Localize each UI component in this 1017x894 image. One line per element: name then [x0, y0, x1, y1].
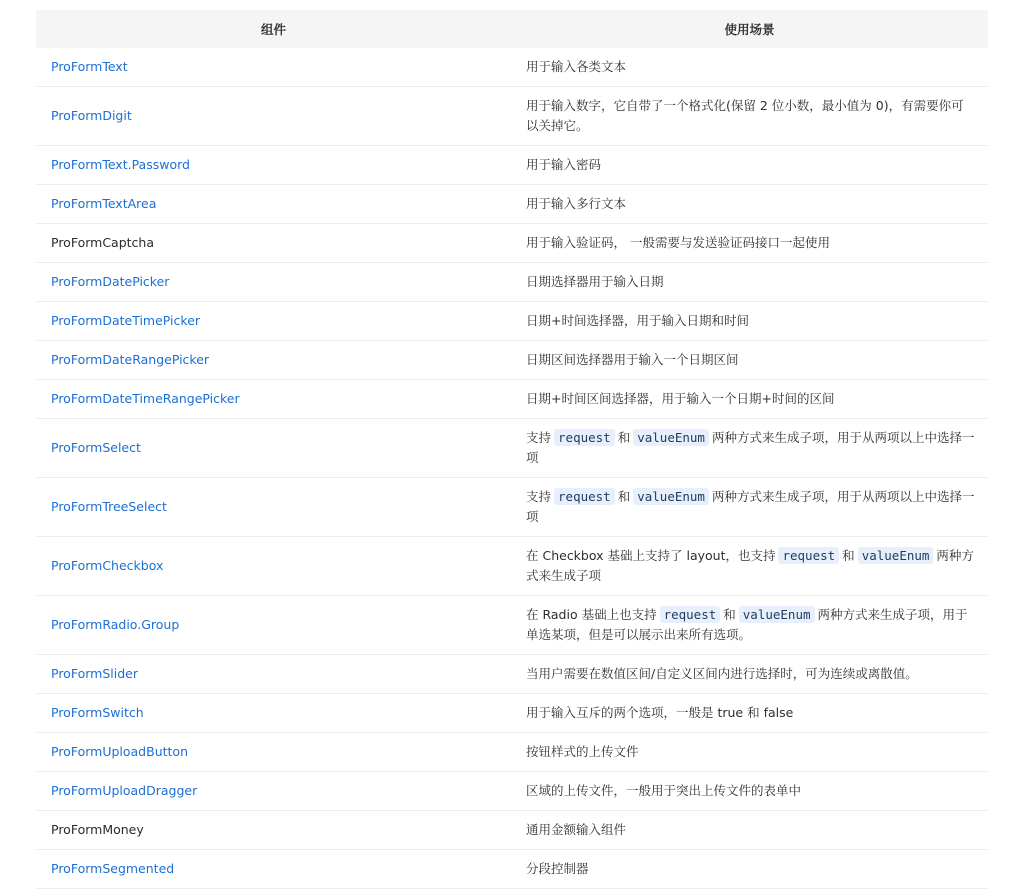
component-name-cell[interactable] — [36, 419, 511, 478]
usage-description-cell — [511, 185, 988, 224]
table-row — [36, 537, 988, 596]
description-text: 用于输入密码 — [526, 157, 602, 172]
component-name-cell[interactable] — [36, 185, 511, 224]
component-name-cell[interactable] — [36, 302, 511, 341]
table-row — [36, 48, 988, 87]
table-row — [36, 146, 988, 185]
inline-code: valueEnum — [633, 429, 709, 446]
component-name: ProFormCaptcha — [51, 235, 154, 250]
component-name-cell[interactable] — [36, 146, 511, 185]
component-link[interactable]: ProFormDigit — [51, 108, 132, 123]
component-name-cell[interactable] — [36, 537, 511, 596]
table-row — [36, 185, 988, 224]
description-text: 区域的上传文件，一般用于突出上传文件的表单中 — [526, 783, 802, 798]
table-body — [36, 48, 988, 889]
table-row — [36, 772, 988, 811]
component-link[interactable]: ProFormUploadButton — [51, 744, 188, 759]
description-text: 当用户需要在数值区间/自定义区间内进行选择时，可为连续或离散值。 — [526, 666, 918, 681]
header-usage: 使用场景 — [511, 10, 988, 48]
table-row — [36, 302, 988, 341]
table-row — [36, 380, 988, 419]
component-name-cell[interactable] — [36, 694, 511, 733]
component-link[interactable]: ProFormText.Password — [51, 157, 190, 172]
usage-description-cell — [511, 263, 988, 302]
description-text: 和 — [617, 430, 631, 445]
inline-code: request — [660, 606, 721, 623]
description-text: 分段控制器 — [526, 861, 589, 876]
description-text: 日期区间选择器用于输入一个日期区间 — [526, 352, 739, 367]
table-row — [36, 263, 988, 302]
usage-description-cell — [511, 224, 988, 263]
description-text: 两种方式来生成子项，用于单选某项，但是可以展示出来所有选项。 — [526, 607, 968, 642]
component-name-cell[interactable] — [36, 772, 511, 811]
components-table — [36, 10, 988, 889]
usage-description-cell — [511, 772, 988, 811]
component-name-cell — [36, 224, 511, 263]
description-text: 用于输入互斥的两个选项，一般是 true 和 false — [526, 705, 794, 720]
description-text: 和 — [723, 607, 736, 622]
description-text: 用于输入多行文本 — [526, 196, 627, 211]
component-name-cell — [36, 811, 511, 850]
table-row — [36, 850, 988, 889]
inline-code: request — [554, 429, 615, 446]
component-link[interactable]: ProFormCheckbox — [51, 558, 164, 573]
table-row — [36, 694, 988, 733]
component-link[interactable]: ProFormTreeSelect — [51, 499, 167, 514]
components-table-container — [36, 10, 988, 889]
component-name: ProFormMoney — [51, 822, 144, 837]
inline-code: valueEnum — [739, 606, 815, 623]
component-link[interactable]: ProFormTextArea — [51, 196, 157, 211]
description-text: 通用金额输入组件 — [526, 822, 627, 837]
table-row — [36, 341, 988, 380]
table-row — [36, 733, 988, 772]
header-component: 组件 — [36, 10, 511, 48]
usage-description-cell — [511, 733, 988, 772]
component-link[interactable]: ProFormUploadDragger — [51, 783, 198, 798]
component-link[interactable]: ProFormSlider — [51, 666, 138, 681]
table-row — [36, 478, 988, 537]
component-link[interactable]: ProFormRadio.Group — [51, 617, 180, 632]
description-text: 按钮样式的上传文件 — [526, 744, 639, 759]
table-row — [36, 811, 988, 850]
description-text: 和 — [842, 548, 855, 563]
component-name-cell[interactable] — [36, 596, 511, 655]
component-name-cell[interactable] — [36, 733, 511, 772]
inline-code: valueEnum — [858, 547, 934, 564]
description-text: 日期选择器用于输入日期 — [526, 274, 664, 289]
component-link[interactable]: ProFormSwitch — [51, 705, 144, 720]
table-row — [36, 419, 988, 478]
component-name-cell[interactable] — [36, 850, 511, 889]
description-text: 日期+时间区间选择器，用于输入一个日期+时间的区间 — [526, 391, 835, 406]
component-link[interactable]: ProFormDateTimeRangePicker — [51, 391, 240, 406]
table-row — [36, 596, 988, 655]
table-row — [36, 224, 988, 263]
usage-description-cell — [511, 655, 988, 694]
description-text: 两种方式来生成子项 — [526, 548, 974, 583]
description-text: 用于输入各类文本 — [526, 59, 627, 74]
description-text: 和 — [617, 489, 631, 504]
description-text: 日期+时间选择器，用于输入日期和时间 — [526, 313, 749, 328]
description-text: 两种方式来生成子项，用于从两项以上中选择一项 — [526, 430, 975, 465]
inline-code: request — [778, 547, 839, 564]
usage-description-cell — [511, 596, 988, 655]
component-name-cell[interactable] — [36, 48, 511, 87]
component-name-cell[interactable] — [36, 263, 511, 302]
description-text: 在 Checkbox 基础上支持了 layout，也支持 — [526, 548, 776, 563]
usage-description-cell — [511, 87, 988, 146]
inline-code: request — [554, 488, 615, 505]
description-text: 用于输入验证码， 一般需要与发送验证码接口一起使用 — [526, 235, 830, 250]
usage-description-cell — [511, 850, 988, 889]
description-text: 支持 — [526, 489, 552, 504]
description-text: 用于输入数字，它自带了一个格式化(保留 2 位小数，最小值为 0)，有需要你可以关掉它。 — [526, 98, 964, 133]
component-link[interactable]: ProFormSelect — [51, 440, 141, 455]
component-link[interactable]: ProFormText — [51, 59, 128, 74]
usage-description-cell — [511, 146, 988, 185]
inline-code: valueEnum — [633, 488, 709, 505]
component-name-cell[interactable] — [36, 380, 511, 419]
description-text: 支持 — [526, 430, 552, 445]
component-link[interactable]: ProFormDateTimePicker — [51, 313, 201, 328]
component-name-cell[interactable] — [36, 87, 511, 146]
component-name-cell[interactable] — [36, 341, 511, 380]
usage-description-cell — [511, 537, 988, 596]
usage-description-cell — [511, 302, 988, 341]
component-link[interactable]: ProFormSegmented — [51, 861, 175, 876]
usage-description-cell — [511, 811, 988, 850]
component-name-cell[interactable] — [36, 478, 511, 537]
component-link[interactable]: ProFormDatePicker — [51, 274, 170, 289]
usage-description-cell — [511, 380, 988, 419]
usage-description-cell — [511, 341, 988, 380]
component-name-cell[interactable] — [36, 655, 511, 694]
table-row — [36, 655, 988, 694]
component-link[interactable]: ProFormDateRangePicker — [51, 352, 210, 367]
usage-description-cell — [511, 48, 988, 87]
usage-description-cell — [511, 478, 988, 537]
table-row — [36, 87, 988, 146]
usage-description-cell — [511, 419, 988, 478]
description-text: 在 Radio 基础上也支持 — [526, 607, 657, 622]
table-header-row — [36, 10, 988, 48]
description-text: 两种方式来生成子项，用于从两项以上中选择一项 — [526, 489, 975, 524]
usage-description-cell — [511, 694, 988, 733]
